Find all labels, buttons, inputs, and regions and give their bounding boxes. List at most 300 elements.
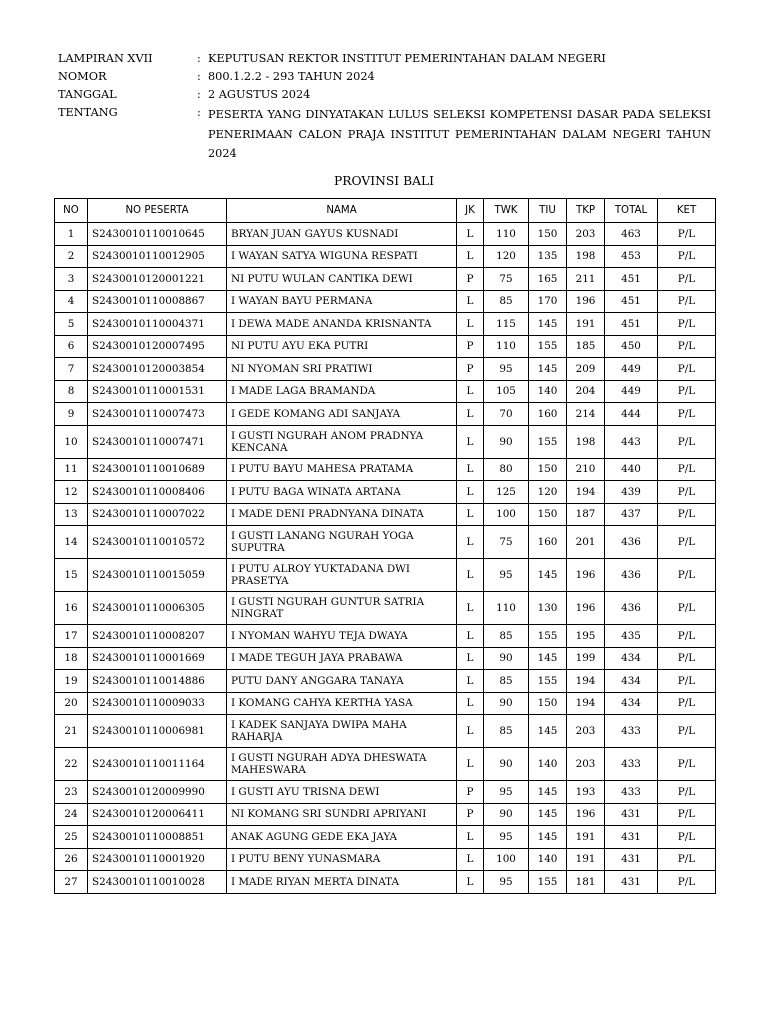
table-row	[55, 625, 716, 648]
cell-jk: L	[457, 715, 484, 748]
cell-total: 449	[605, 358, 658, 381]
cell-tkp: 209	[567, 358, 605, 381]
cell-no: 27	[55, 871, 88, 894]
section-title: PROVINSI BALI	[333, 174, 435, 188]
cell-tkp: 191	[567, 826, 605, 849]
cell-nama: ANAK AGUNG GEDE EKA JAYA	[227, 826, 457, 849]
cell-tiu: 145	[529, 715, 567, 748]
cell-nama: I PUTU BAGA WINATA ARTANA	[227, 481, 457, 504]
cell-jk: L	[457, 380, 484, 403]
cell-twk: 110	[484, 592, 529, 625]
cell-tiu: 160	[529, 526, 567, 559]
cell-no: 23	[55, 781, 88, 804]
header-row-lampiran	[58, 50, 714, 68]
cell-no: 1	[55, 223, 88, 246]
cell-tiu: 150	[529, 458, 567, 481]
table-row	[55, 223, 716, 246]
cell-nama: I MADE DENI PRADNYANA DINATA	[227, 503, 457, 526]
cell-tiu: 170	[529, 290, 567, 313]
cell-tiu: 145	[529, 826, 567, 849]
cell-tkp: 211	[567, 268, 605, 291]
cell-tkp: 195	[567, 625, 605, 648]
cell-jk: P	[457, 803, 484, 826]
cell-ket: P/L	[658, 223, 716, 246]
cell-jk: L	[457, 748, 484, 781]
cell-tkp: 203	[567, 715, 605, 748]
table-header-row	[55, 199, 716, 223]
cell-no-peserta: S2430010120006411	[88, 803, 227, 826]
cell-nama: PUTU DANY ANGGARA TANAYA	[227, 670, 457, 693]
cell-tiu: 150	[529, 503, 567, 526]
cell-tiu: 155	[529, 670, 567, 693]
cell-total: 440	[605, 458, 658, 481]
cell-ket: P/L	[658, 358, 716, 381]
cell-total: 431	[605, 803, 658, 826]
column-header-no: NO	[55, 199, 88, 223]
cell-jk: L	[457, 625, 484, 648]
cell-no-peserta: S2430010110007473	[88, 403, 227, 426]
cell-total: 451	[605, 290, 658, 313]
cell-no: 15	[55, 559, 88, 592]
cell-jk: L	[457, 848, 484, 871]
cell-tkp: 196	[567, 592, 605, 625]
cell-total: 444	[605, 403, 658, 426]
cell-nama: I PUTU BENY YUNASMARA	[227, 848, 457, 871]
cell-twk: 85	[484, 715, 529, 748]
header-value: 800.1.2.2 - 293 TAHUN 2024	[208, 70, 375, 83]
cell-no-peserta: S2430010110014886	[88, 670, 227, 693]
cell-jk: L	[457, 290, 484, 313]
cell-twk: 70	[484, 403, 529, 426]
cell-no: 24	[55, 803, 88, 826]
cell-no-peserta: S2430010110009033	[88, 692, 227, 715]
cell-ket: P/L	[658, 526, 716, 559]
cell-jk: L	[457, 458, 484, 481]
cell-tiu: 155	[529, 425, 567, 458]
cell-tiu: 145	[529, 803, 567, 826]
cell-ket: P/L	[658, 425, 716, 458]
cell-nama: I GUSTI NGURAH ADYA DHESWATA MAHESWARA	[227, 748, 457, 781]
header-value: PESERTA YANG DINYATAKAN LULUS SELEKSI KOMPETENSI DASAR PADA SELEKSI PENERIMAAN CALON PRAJA INSTITUT PEMERINTAHAN DALAM NEGERI TAHUN 2024	[208, 108, 711, 160]
header-label: TANGGAL	[58, 88, 117, 101]
cell-total: 443	[605, 425, 658, 458]
header-colon: :	[197, 88, 201, 101]
cell-no: 13	[55, 503, 88, 526]
cell-nama: I MADE LAGA BRAMANDA	[227, 380, 457, 403]
cell-nama: I GUSTI AYU TRISNA DEWI	[227, 781, 457, 804]
cell-twk: 85	[484, 625, 529, 648]
cell-tkp: 198	[567, 425, 605, 458]
cell-jk: L	[457, 245, 484, 268]
cell-twk: 75	[484, 526, 529, 559]
cell-twk: 105	[484, 380, 529, 403]
cell-ket: P/L	[658, 592, 716, 625]
cell-twk: 90	[484, 748, 529, 781]
cell-total: 451	[605, 313, 658, 336]
cell-no-peserta: S2430010120007495	[88, 335, 227, 358]
cell-no-peserta: S2430010110006305	[88, 592, 227, 625]
cell-twk: 95	[484, 358, 529, 381]
cell-nama: I DEWA MADE ANANDA KRISNANTA	[227, 313, 457, 336]
cell-jk: P	[457, 358, 484, 381]
cell-tkp: 214	[567, 403, 605, 426]
cell-twk: 85	[484, 290, 529, 313]
cell-nama: I GEDE KOMANG ADI SANJAYA	[227, 403, 457, 426]
table-row	[55, 748, 716, 781]
cell-twk: 125	[484, 481, 529, 504]
cell-nama: I GUSTI NGURAH GUNTUR SATRIA NINGRAT	[227, 592, 457, 625]
cell-twk: 120	[484, 245, 529, 268]
table-row	[55, 268, 716, 291]
cell-tkp: 201	[567, 526, 605, 559]
table-row	[55, 481, 716, 504]
cell-ket: P/L	[658, 313, 716, 336]
cell-ket: P/L	[658, 781, 716, 804]
table-row	[55, 826, 716, 849]
header-row-tentang	[58, 104, 714, 160]
cell-ket: P/L	[658, 647, 716, 670]
cell-total: 439	[605, 481, 658, 504]
cell-total: 450	[605, 335, 658, 358]
cell-no: 7	[55, 358, 88, 381]
cell-nama: NI PUTU WULAN CANTIKA DEWI	[227, 268, 457, 291]
cell-jk: L	[457, 592, 484, 625]
column-header-twk: TWK	[484, 199, 529, 223]
cell-total: 435	[605, 625, 658, 648]
cell-ket: P/L	[658, 848, 716, 871]
cell-no-peserta: S2430010120001221	[88, 268, 227, 291]
cell-tkp: 199	[567, 647, 605, 670]
cell-total: 434	[605, 692, 658, 715]
cell-jk: P	[457, 335, 484, 358]
table-row	[55, 503, 716, 526]
cell-no: 22	[55, 748, 88, 781]
cell-total: 437	[605, 503, 658, 526]
cell-nama: I GUSTI LANANG NGURAH YOGA SUPUTRA	[227, 526, 457, 559]
cell-no: 12	[55, 481, 88, 504]
table-row	[55, 871, 716, 894]
column-header-jk: JK	[457, 199, 484, 223]
cell-tiu: 130	[529, 592, 567, 625]
cell-no-peserta: S2430010110007022	[88, 503, 227, 526]
cell-tkp: 194	[567, 481, 605, 504]
table-row	[55, 647, 716, 670]
cell-tiu: 155	[529, 335, 567, 358]
cell-tiu: 155	[529, 625, 567, 648]
cell-nama: I MADE TEGUH JAYA PRABAWA	[227, 647, 457, 670]
cell-tiu: 120	[529, 481, 567, 504]
table-row	[55, 458, 716, 481]
cell-total: 433	[605, 781, 658, 804]
table-row	[55, 715, 716, 748]
cell-no-peserta: S2430010110010028	[88, 871, 227, 894]
cell-twk: 80	[484, 458, 529, 481]
cell-no-peserta: S2430010110011164	[88, 748, 227, 781]
cell-jk: P	[457, 268, 484, 291]
table-row	[55, 358, 716, 381]
cell-tkp: 191	[567, 313, 605, 336]
cell-total: 431	[605, 848, 658, 871]
cell-no-peserta: S2430010110006981	[88, 715, 227, 748]
cell-total: 436	[605, 559, 658, 592]
cell-no-peserta: S2430010110010645	[88, 223, 227, 246]
cell-ket: P/L	[658, 748, 716, 781]
cell-tiu: 160	[529, 403, 567, 426]
header-value: KEPUTUSAN REKTOR INSTITUT PEMERINTAHAN DALAM NEGERI	[208, 52, 606, 65]
cell-jk: L	[457, 313, 484, 336]
cell-no: 26	[55, 848, 88, 871]
column-header-no-peserta: NO PESERTA	[88, 199, 227, 223]
table-row	[55, 380, 716, 403]
cell-jk: L	[457, 647, 484, 670]
cell-no: 25	[55, 826, 88, 849]
cell-tkp: 196	[567, 290, 605, 313]
cell-tiu: 135	[529, 245, 567, 268]
header-value: 2 AGUSTUS 2024	[208, 88, 311, 101]
cell-tkp: 191	[567, 848, 605, 871]
cell-twk: 90	[484, 692, 529, 715]
cell-jk: L	[457, 692, 484, 715]
cell-tiu: 140	[529, 748, 567, 781]
cell-no: 3	[55, 268, 88, 291]
column-header-tiu: TIU	[529, 199, 567, 223]
cell-no-peserta: S2430010110001531	[88, 380, 227, 403]
header-row-tanggal	[58, 86, 714, 104]
cell-tkp: 185	[567, 335, 605, 358]
cell-tkp: 204	[567, 380, 605, 403]
cell-no-peserta: S2430010110007471	[88, 425, 227, 458]
cell-ket: P/L	[658, 715, 716, 748]
cell-total: 436	[605, 526, 658, 559]
cell-ket: P/L	[658, 335, 716, 358]
cell-tiu: 155	[529, 871, 567, 894]
cell-ket: P/L	[658, 481, 716, 504]
cell-nama: I PUTU ALROY YUKTADANA DWI PRASETYA	[227, 559, 457, 592]
cell-no-peserta: S2430010110008406	[88, 481, 227, 504]
cell-twk: 90	[484, 803, 529, 826]
cell-nama: BRYAN JUAN GAYUS KUSNADI	[227, 223, 457, 246]
cell-tiu: 150	[529, 223, 567, 246]
cell-twk: 95	[484, 871, 529, 894]
cell-no-peserta: S2430010110008867	[88, 290, 227, 313]
cell-tkp: 181	[567, 871, 605, 894]
cell-ket: P/L	[658, 458, 716, 481]
cell-no-peserta: S2430010110010689	[88, 458, 227, 481]
cell-no-peserta: S2430010110008851	[88, 826, 227, 849]
cell-tkp: 193	[567, 781, 605, 804]
cell-tkp: 196	[567, 803, 605, 826]
cell-no-peserta: S2430010110010572	[88, 526, 227, 559]
header-colon: :	[197, 70, 201, 83]
cell-jk: L	[457, 871, 484, 894]
cell-tiu: 140	[529, 848, 567, 871]
table-row	[55, 403, 716, 426]
cell-total: 431	[605, 871, 658, 894]
table-row	[55, 313, 716, 336]
cell-ket: P/L	[658, 290, 716, 313]
cell-nama: I KADEK SANJAYA DWIPA MAHA RAHARJA	[227, 715, 457, 748]
cell-tkp: 198	[567, 245, 605, 268]
cell-tkp: 187	[567, 503, 605, 526]
cell-nama: I MADE RIYAN MERTA DINATA	[227, 871, 457, 894]
cell-ket: P/L	[658, 826, 716, 849]
cell-ket: P/L	[658, 403, 716, 426]
cell-no-peserta: S2430010110015059	[88, 559, 227, 592]
cell-twk: 85	[484, 670, 529, 693]
document-header	[58, 50, 714, 160]
cell-tkp: 203	[567, 748, 605, 781]
cell-no-peserta: S2430010110004371	[88, 313, 227, 336]
cell-tiu: 150	[529, 692, 567, 715]
cell-no: 6	[55, 335, 88, 358]
header-colon: :	[197, 106, 201, 119]
cell-nama: I WAYAN SATYA WIGUNA RESPATI	[227, 245, 457, 268]
cell-jk: L	[457, 403, 484, 426]
cell-jk: L	[457, 481, 484, 504]
cell-twk: 90	[484, 425, 529, 458]
cell-nama: NI PUTU AYU EKA PUTRI	[227, 335, 457, 358]
cell-tkp: 203	[567, 223, 605, 246]
cell-no: 19	[55, 670, 88, 693]
cell-tiu: 145	[529, 313, 567, 336]
cell-tkp: 210	[567, 458, 605, 481]
cell-no: 4	[55, 290, 88, 313]
cell-jk: L	[457, 425, 484, 458]
cell-no: 10	[55, 425, 88, 458]
cell-no: 5	[55, 313, 88, 336]
table-body	[55, 223, 716, 894]
cell-no: 18	[55, 647, 88, 670]
table-row	[55, 290, 716, 313]
header-label: LAMPIRAN XVII	[58, 52, 153, 65]
cell-jk: L	[457, 526, 484, 559]
cell-ket: P/L	[658, 692, 716, 715]
cell-tiu: 145	[529, 559, 567, 592]
cell-no: 21	[55, 715, 88, 748]
cell-no-peserta: S2430010110001920	[88, 848, 227, 871]
column-header-tkp: TKP	[567, 199, 605, 223]
cell-twk: 115	[484, 313, 529, 336]
cell-total: 451	[605, 268, 658, 291]
cell-total: 436	[605, 592, 658, 625]
header-row-nomor	[58, 68, 714, 86]
cell-tiu: 145	[529, 358, 567, 381]
column-header-ket: KET	[658, 199, 716, 223]
cell-tkp: 196	[567, 559, 605, 592]
cell-nama: I GUSTI NGURAH ANOM PRADNYA KENCANA	[227, 425, 457, 458]
cell-ket: P/L	[658, 670, 716, 693]
cell-nama: I PUTU BAYU MAHESA PRATAMA	[227, 458, 457, 481]
table-row	[55, 781, 716, 804]
cell-tkp: 194	[567, 670, 605, 693]
cell-nama: NI NYOMAN SRI PRATIWI	[227, 358, 457, 381]
cell-total: 434	[605, 670, 658, 693]
cell-jk: P	[457, 781, 484, 804]
column-header-nama: NAMA	[227, 199, 457, 223]
header-label: NOMOR	[58, 70, 107, 83]
cell-nama: I NYOMAN WAHYU TEJA DWAYA	[227, 625, 457, 648]
table-row	[55, 803, 716, 826]
cell-total: 463	[605, 223, 658, 246]
table-row	[55, 692, 716, 715]
cell-total: 434	[605, 647, 658, 670]
cell-no: 11	[55, 458, 88, 481]
cell-twk: 95	[484, 826, 529, 849]
cell-nama: I KOMANG CAHYA KERTHA YASA	[227, 692, 457, 715]
cell-jk: L	[457, 559, 484, 592]
cell-no-peserta: S2430010110012905	[88, 245, 227, 268]
cell-total: 431	[605, 826, 658, 849]
table-row	[55, 670, 716, 693]
cell-twk: 90	[484, 647, 529, 670]
cell-no: 8	[55, 380, 88, 403]
cell-ket: P/L	[658, 380, 716, 403]
cell-ket: P/L	[658, 871, 716, 894]
cell-twk: 110	[484, 223, 529, 246]
cell-tiu: 145	[529, 647, 567, 670]
cell-ket: P/L	[658, 245, 716, 268]
cell-nama: NI KOMANG SRI SUNDRI APRIYANI	[227, 803, 457, 826]
column-header-total: TOTAL	[605, 199, 658, 223]
cell-twk: 100	[484, 848, 529, 871]
table-row	[55, 335, 716, 358]
cell-total: 433	[605, 715, 658, 748]
cell-jk: L	[457, 223, 484, 246]
cell-ket: P/L	[658, 803, 716, 826]
header-label: TENTANG	[58, 106, 118, 119]
cell-no-peserta: S2430010120009990	[88, 781, 227, 804]
cell-ket: P/L	[658, 559, 716, 592]
table-row	[55, 425, 716, 458]
cell-total: 433	[605, 748, 658, 781]
cell-ket: P/L	[658, 625, 716, 648]
cell-no-peserta: S2430010110008207	[88, 625, 227, 648]
cell-tkp: 194	[567, 692, 605, 715]
cell-ket: P/L	[658, 503, 716, 526]
cell-no-peserta: S2430010110001669	[88, 647, 227, 670]
table-row	[55, 848, 716, 871]
table-row	[55, 245, 716, 268]
cell-jk: L	[457, 826, 484, 849]
cell-ket: P/L	[658, 268, 716, 291]
cell-twk: 75	[484, 268, 529, 291]
cell-tiu: 140	[529, 380, 567, 403]
cell-no: 16	[55, 592, 88, 625]
table-row	[55, 592, 716, 625]
cell-total: 449	[605, 380, 658, 403]
cell-no: 2	[55, 245, 88, 268]
cell-no: 9	[55, 403, 88, 426]
cell-twk: 110	[484, 335, 529, 358]
cell-jk: L	[457, 670, 484, 693]
cell-twk: 95	[484, 781, 529, 804]
cell-jk: L	[457, 503, 484, 526]
cell-twk: 100	[484, 503, 529, 526]
table-row	[55, 559, 716, 592]
cell-no: 17	[55, 625, 88, 648]
cell-twk: 95	[484, 559, 529, 592]
cell-no: 14	[55, 526, 88, 559]
cell-total: 453	[605, 245, 658, 268]
cell-tiu: 165	[529, 268, 567, 291]
cell-no-peserta: S2430010120003854	[88, 358, 227, 381]
header-colon: :	[197, 52, 201, 65]
cell-tiu: 145	[529, 781, 567, 804]
results-table	[54, 198, 716, 894]
cell-no: 20	[55, 692, 88, 715]
table-row	[55, 526, 716, 559]
cell-nama: I WAYAN BAYU PERMANA	[227, 290, 457, 313]
